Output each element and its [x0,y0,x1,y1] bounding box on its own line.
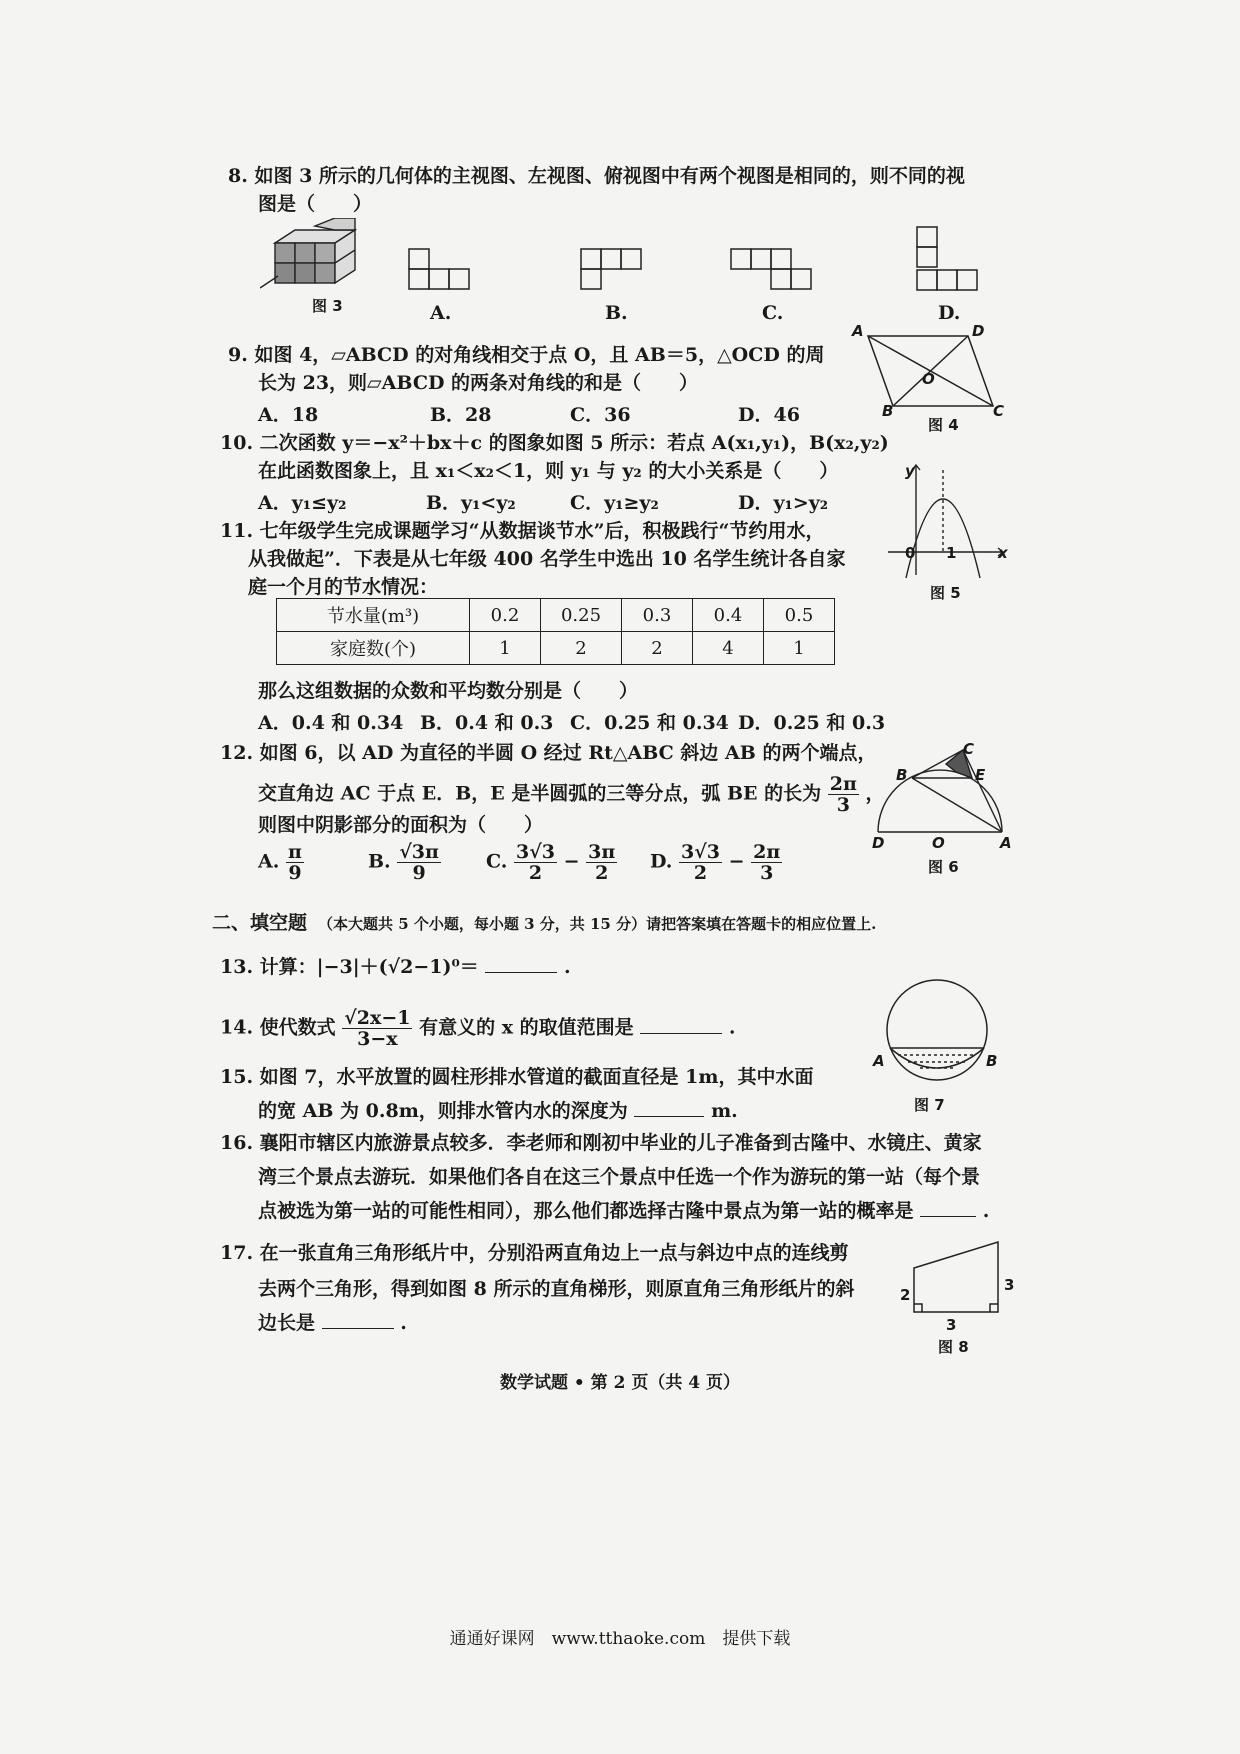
q14-pre: 14. 使代数式 [220,1016,336,1039]
q10-option-a: A．y₁≤y₂ [258,492,347,514]
fraction-numerator: 2π [753,841,781,863]
figure-6-label: 图 6 [928,858,959,876]
table-cell: 0.25 [541,599,622,632]
fraction-numerator: √3π [399,841,439,863]
q12-line2-text: 交直角边 AC 于点 E．B，E 是半圆弧的三等分点，弧 BE 的长为 [258,782,822,805]
q11-option-d: D．0.25 和 0.3 [738,712,886,734]
q12-option-d [650,842,782,883]
q12-line2-end: ， [865,782,885,805]
fraction-denominator: 3−x [357,1028,398,1050]
figure-8-right-side: 3 [1004,1276,1015,1294]
figure-4-point-d: D [972,322,985,340]
table-cell: 0.5 [764,599,835,632]
source-watermark: 通通好课网 www.tthaoke.com 提供下载 [449,1629,791,1649]
figure-6-point-b: B [896,766,908,784]
figure-6-point-d: D [872,834,885,852]
q11-line3: 庭一个月的节水情况： [248,576,439,598]
q12-arc-length [828,774,859,815]
table-cell: 2 [622,632,693,665]
table-cell: 2 [541,632,622,665]
q12-option-b [368,842,441,883]
q9-option-c: C．36 [570,404,631,426]
q8-line1: 8. 如图 3 所示的几何体的主视图、左视图、俯视图中有两个视图是相同的，则不同的视 [228,165,965,187]
fraction-denominator: 2 [528,862,543,884]
q17-line3-text: 边长是 [258,1312,316,1334]
figure-6-point-o: O [932,834,945,852]
figure-5-label: 图 5 [930,584,961,602]
q13-text: 13. 计算：|−3|＋(√2−1)⁰＝ [220,956,479,978]
figure-6-semicircle [865,742,1008,842]
q10-line1: 10. 二次函数 y＝−x²＋bx＋c 的图象如图 5 所示：若点 A(x₁,y₁)，B(x₂,y₂) [220,432,889,454]
minus-sign: − [728,850,745,873]
q9-line2: 长为 23，则▱ABCD 的两条对角线的和是（ ） [258,372,699,394]
q8-option-c-view [730,248,815,293]
q16-answer-blank[interactable] [920,1198,976,1217]
q8-option-a: A. [430,302,452,324]
q14-answer-blank[interactable] [640,1015,722,1034]
figure-7-point-b: B [986,1052,998,1070]
q12-line3: 则图中阴影部分的面积为（ ） [258,814,544,836]
q16-line3-text: 点被选为第一站的可能性相同），那么他们都选择古隆中景点为第一站的概率是 [258,1200,914,1222]
figure-6-point-c: C [963,740,975,758]
q11-option-c: C．0.25 和 0.34 [570,712,729,734]
q12-line1: 12. 如图 6，以 AD 为直径的半圆 O 经过 Rt△ABC 斜边 AB 的两个端点， [220,742,877,764]
table-cell: 节水量(m³) [277,599,470,632]
minus-sign: − [563,850,580,873]
fraction-denominator: 2 [693,862,708,884]
q16-line1: 16. 襄阳市辖区内旅游景点较多．李老师和刚初中毕业的儿子准备到古隆中、水镜庄、黄家 [220,1132,982,1154]
figure-8-trapezoid [906,1238,1016,1328]
q13-answer-blank[interactable] [485,954,557,973]
option-label: B. [368,850,391,873]
q12-option-c [486,842,617,883]
page-footer: 数学试题 • 第 2 页（共 4 页） [499,1373,741,1393]
figure-5-y-axis: y [905,462,915,480]
q8-option-b: B. [605,302,628,324]
q17-end: . [400,1312,407,1334]
fraction-numerator: √2x−1 [344,1007,411,1029]
water-saving-table [276,598,835,665]
q10-option-d: D．y₁>y₂ [738,492,829,514]
table-cell: 4 [693,632,764,665]
q16-line2: 湾三个景点去游玩．如果他们各自在这三个景点中任选一个作为游玩的第一站（每个景 [258,1166,981,1188]
figure-5-origin: 0 [905,544,916,562]
table-row [277,599,835,632]
figure-7-label: 图 7 [914,1096,945,1114]
q10-option-c: C．y₁≥y₂ [570,492,659,514]
figure-8-left-side: 2 [900,1286,911,1304]
option-label: A. [258,850,280,873]
fraction-numerator: 2π [829,773,857,795]
q16-line3 [258,1198,989,1224]
figure-4-point-a: A [852,322,864,340]
fraction-numerator: 3π [588,841,616,863]
q8-option-d: D. [938,302,961,324]
fraction-numerator: 3√3 [681,841,720,863]
q9-line1: 9. 如图 4，▱ABCD 的对角线相交于点 O，且 AB＝5，△OCD 的周 [228,344,825,366]
fraction-numerator: 3√3 [516,841,555,863]
q8-line2: 图是（ ） [258,193,373,215]
fraction-denominator: 9 [288,862,302,884]
q17-answer-blank[interactable] [322,1310,394,1329]
figure-5-x-axis: x [998,544,1008,562]
q12-option-a [258,842,304,883]
q11-line4: 那么这组数据的众数和平均数分别是（ ） [258,680,639,702]
fraction-numerator: π [287,841,302,863]
q16-end: . [982,1200,990,1222]
q9-option-b: B．28 [430,404,492,426]
fraction-denominator: 9 [412,862,426,884]
q11-line1: 11. 七年级学生完成课题学习“从数据谈节水”后，积极践行“节约用水， [220,520,825,542]
option-label: C. [486,850,508,873]
option-label: D. [650,850,673,873]
figure-8-label: 图 8 [938,1338,969,1356]
table-cell: 家庭数(个) [277,632,470,665]
q17-line2: 去两个三角形，得到如图 8 所示的直角梯形，则原直角三角形纸片的斜 [258,1278,855,1300]
figure-3-solid [260,218,380,293]
q14-end: . [728,1016,736,1039]
figure-4-label: 图 4 [928,416,959,434]
section-2-title: 二、填空题 [212,912,308,934]
q14-post: 有意义的 x 的取值范围是 [419,1016,634,1039]
fraction-denominator: 3 [760,862,774,884]
figure-7-pipe [872,978,1002,1088]
fraction-denominator: 3 [836,794,850,816]
figure-6-point-a: A [1000,834,1012,852]
q15-line2-text: 的宽 AB 为 0.8m，则排水管内水的深度为 [258,1100,628,1122]
q9-option-d: D．46 [738,404,800,426]
section-2-note: （本大题共 5 个小题，每小题 3 分，共 15 分）请把答案填在答题卡的相应位置上. [318,915,877,933]
q13-line [220,954,571,980]
q15-answer-blank[interactable] [634,1098,704,1117]
table-cell: 1 [470,632,541,665]
q15-line2-end: m. [711,1100,738,1122]
table-cell: 0.3 [622,599,693,632]
table-cell: 0.4 [693,599,764,632]
figure-8-bottom-side: 3 [946,1316,957,1334]
figure-7-point-a: A [873,1052,885,1070]
figure-3-label: 图 3 [312,297,343,315]
figure-4-point-o: O [922,370,935,388]
q15-line2 [258,1098,738,1124]
q8-option-d-view [916,226,986,294]
figure-6-point-e: E [975,766,986,784]
q17-line1: 17. 在一张直角三角形纸片中，分别沿两直角边上一点与斜边中点的连线剪 [220,1242,849,1264]
q17-line3 [258,1310,407,1336]
q14-line [220,1008,736,1049]
q11-option-b: B．0.4 和 0.3 [420,712,554,734]
table-cell: 1 [764,632,835,665]
q8-option-a-view [408,248,473,293]
figure-4-point-b: B [882,402,894,420]
q11-line2: 从我做起”．下表是从七年级 400 名学生中选出 10 名学生统计各自家 [248,548,846,570]
table-row [277,632,835,665]
q8-option-c: C. [762,302,784,324]
figure-5-tick-1: 1 [946,544,957,562]
figure-4-point-c: C [993,402,1005,420]
q9-option-a: A．18 [258,404,319,426]
q12-line2 [258,774,885,815]
q13-end: . [564,956,571,978]
q11-option-a: A．0.4 和 0.34 [258,712,404,734]
table-cell: 0.2 [470,599,541,632]
fraction-denominator: 2 [595,862,609,884]
q8-option-b-view [580,248,645,293]
q10-line2: 在此函数图象上，且 x₁＜x₂＜1，则 y₁ 与 y₂ 的大小关系是（ ） [258,460,839,482]
q15-line1: 15. 如图 7，水平放置的圆柱形排水管道的截面直径是 1m，其中水面 [220,1066,814,1088]
q10-option-b: B．y₁<y₂ [426,492,516,514]
